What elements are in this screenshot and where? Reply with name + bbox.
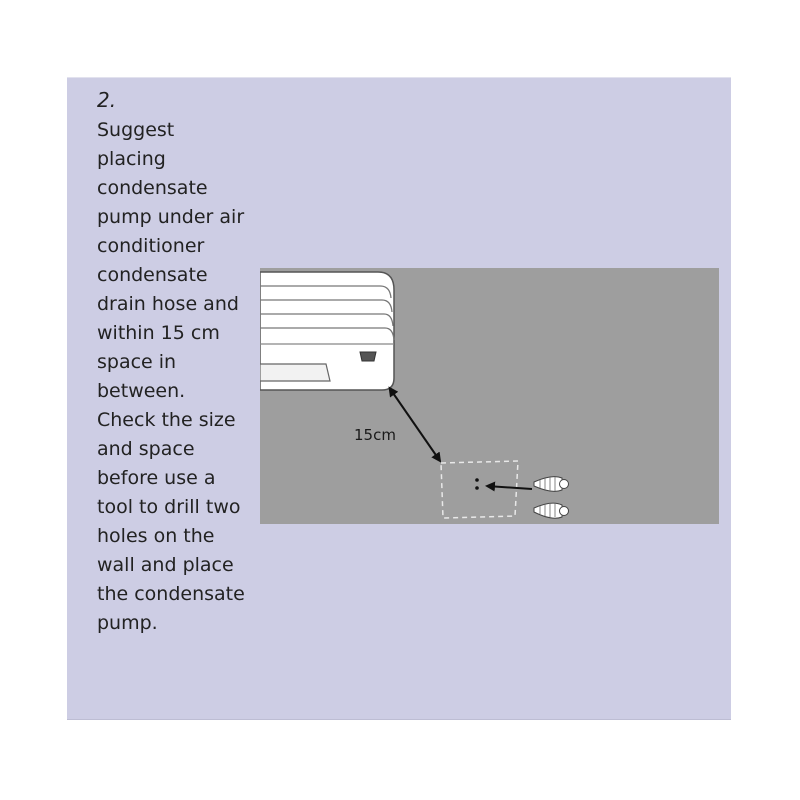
distance-label: 15cm — [354, 426, 396, 444]
installation-illustration — [260, 268, 719, 524]
pump-mounting-area — [441, 461, 518, 518]
drill-hole-mark — [475, 478, 479, 482]
instruction-text: Suggest placing condensate pump under air conditioner condensate drain hose and within 15 cm space in between. Check the size and space before use a tool to drill two holes on the wall and place the condensate pump. — [97, 119, 245, 634]
step-number: 2. — [97, 88, 117, 112]
anchor-arrow — [487, 486, 532, 489]
indicator-window — [360, 352, 376, 361]
installation-diagram — [260, 268, 719, 524]
air-outlet-louver — [260, 364, 330, 381]
instruction-card — [67, 77, 731, 720]
drill-hole-mark — [475, 486, 479, 490]
wall-anchor-icon — [534, 477, 569, 492]
wall-anchor-icon — [534, 503, 569, 518]
distance-arrow — [393, 393, 440, 461]
air-conditioner-unit — [260, 272, 394, 390]
